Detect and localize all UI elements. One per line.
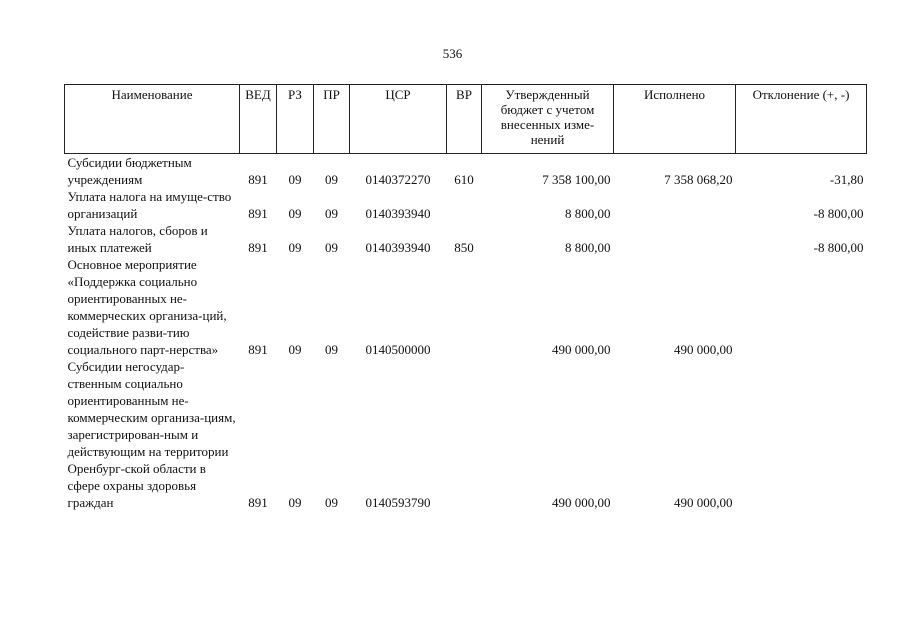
header-ved: ВЕД — [240, 85, 277, 154]
row-executed: 7 358 068,20 — [664, 172, 733, 187]
row-vr: 850 — [454, 240, 474, 255]
table-row — [65, 256, 867, 358]
row-csr: 0140393940 — [365, 240, 431, 255]
row-pr: 09 — [325, 206, 338, 221]
row-vr — [447, 188, 482, 222]
row-rz: 09 — [288, 342, 302, 357]
row-approved: 490 000,00 — [552, 342, 611, 357]
header-csr: ЦСР — [350, 85, 447, 154]
header-executed: Исполнено — [614, 85, 736, 154]
row-pr: 09 — [325, 495, 338, 510]
row-ved: 891 — [248, 206, 268, 221]
row-vr — [447, 358, 482, 511]
row-csr: 0140393940 — [365, 206, 431, 221]
row-name: Субсидии негосудар-ственным социально ориентированным не-коммерческим организа-циям, зарегистрирован-ным и действующим на территории Оренбург-ской области в сфере охраны здоровья граждан — [67, 359, 236, 510]
row-csr: 0140372270 — [365, 172, 431, 187]
table-header-row — [65, 85, 867, 154]
row-executed — [614, 188, 736, 222]
row-csr: 0140593790 — [365, 495, 431, 510]
table-row — [65, 188, 867, 222]
row-ved: 891 — [248, 172, 268, 187]
row-deviation: -31,80 — [829, 172, 864, 187]
row-rz: 09 — [288, 172, 302, 187]
row-pr: 09 — [325, 240, 338, 255]
header-pr: ПР — [314, 85, 350, 154]
row-deviation: -8 800,00 — [813, 240, 864, 255]
row-pr: 09 — [325, 172, 338, 187]
header-vr: ВР — [447, 85, 482, 154]
row-name: Субсидии бюджетным учреждениям — [67, 155, 192, 187]
row-approved: 8 800,00 — [565, 206, 611, 221]
row-executed: 490 000,00 — [674, 342, 733, 357]
header-name: Наименование — [65, 85, 240, 154]
table-row — [65, 222, 867, 256]
row-ved: 891 — [248, 240, 268, 255]
row-name: Основное мероприятие «Поддержка социально ориентированных не-коммерческих организа-ций, содействие разви-тию социального парт-нерства» — [67, 257, 227, 357]
row-deviation — [736, 256, 867, 358]
header-deviation: Отклонение (+, -) — [736, 85, 867, 154]
row-executed: 490 000,00 — [674, 495, 733, 510]
row-executed — [614, 222, 736, 256]
row-approved: 8 800,00 — [565, 240, 611, 255]
row-pr: 09 — [325, 342, 338, 357]
row-rz: 09 — [288, 240, 302, 255]
row-rz: 09 — [288, 206, 302, 221]
table-row — [65, 154, 867, 189]
page-number: 536 — [442, 46, 463, 61]
budget-table — [64, 84, 867, 511]
row-approved: 7 358 100,00 — [542, 172, 611, 187]
row-deviation — [736, 358, 867, 511]
row-approved: 490 000,00 — [552, 495, 611, 510]
header-rz: РЗ — [277, 85, 314, 154]
header-approved: Утвержденный бюджет с учетом внесенных изме-нений — [482, 85, 614, 154]
row-deviation: -8 800,00 — [813, 206, 864, 221]
row-ved: 891 — [248, 495, 268, 510]
row-rz: 09 — [288, 495, 302, 510]
row-ved: 891 — [248, 342, 268, 357]
table-row — [65, 358, 867, 511]
row-name: Уплата налога на имуще-ство организаций — [67, 189, 232, 221]
row-vr: 610 — [454, 172, 474, 187]
row-csr: 0140500000 — [365, 342, 431, 357]
row-name: Уплата налогов, сборов и иных платежей — [67, 223, 208, 255]
row-vr — [447, 256, 482, 358]
